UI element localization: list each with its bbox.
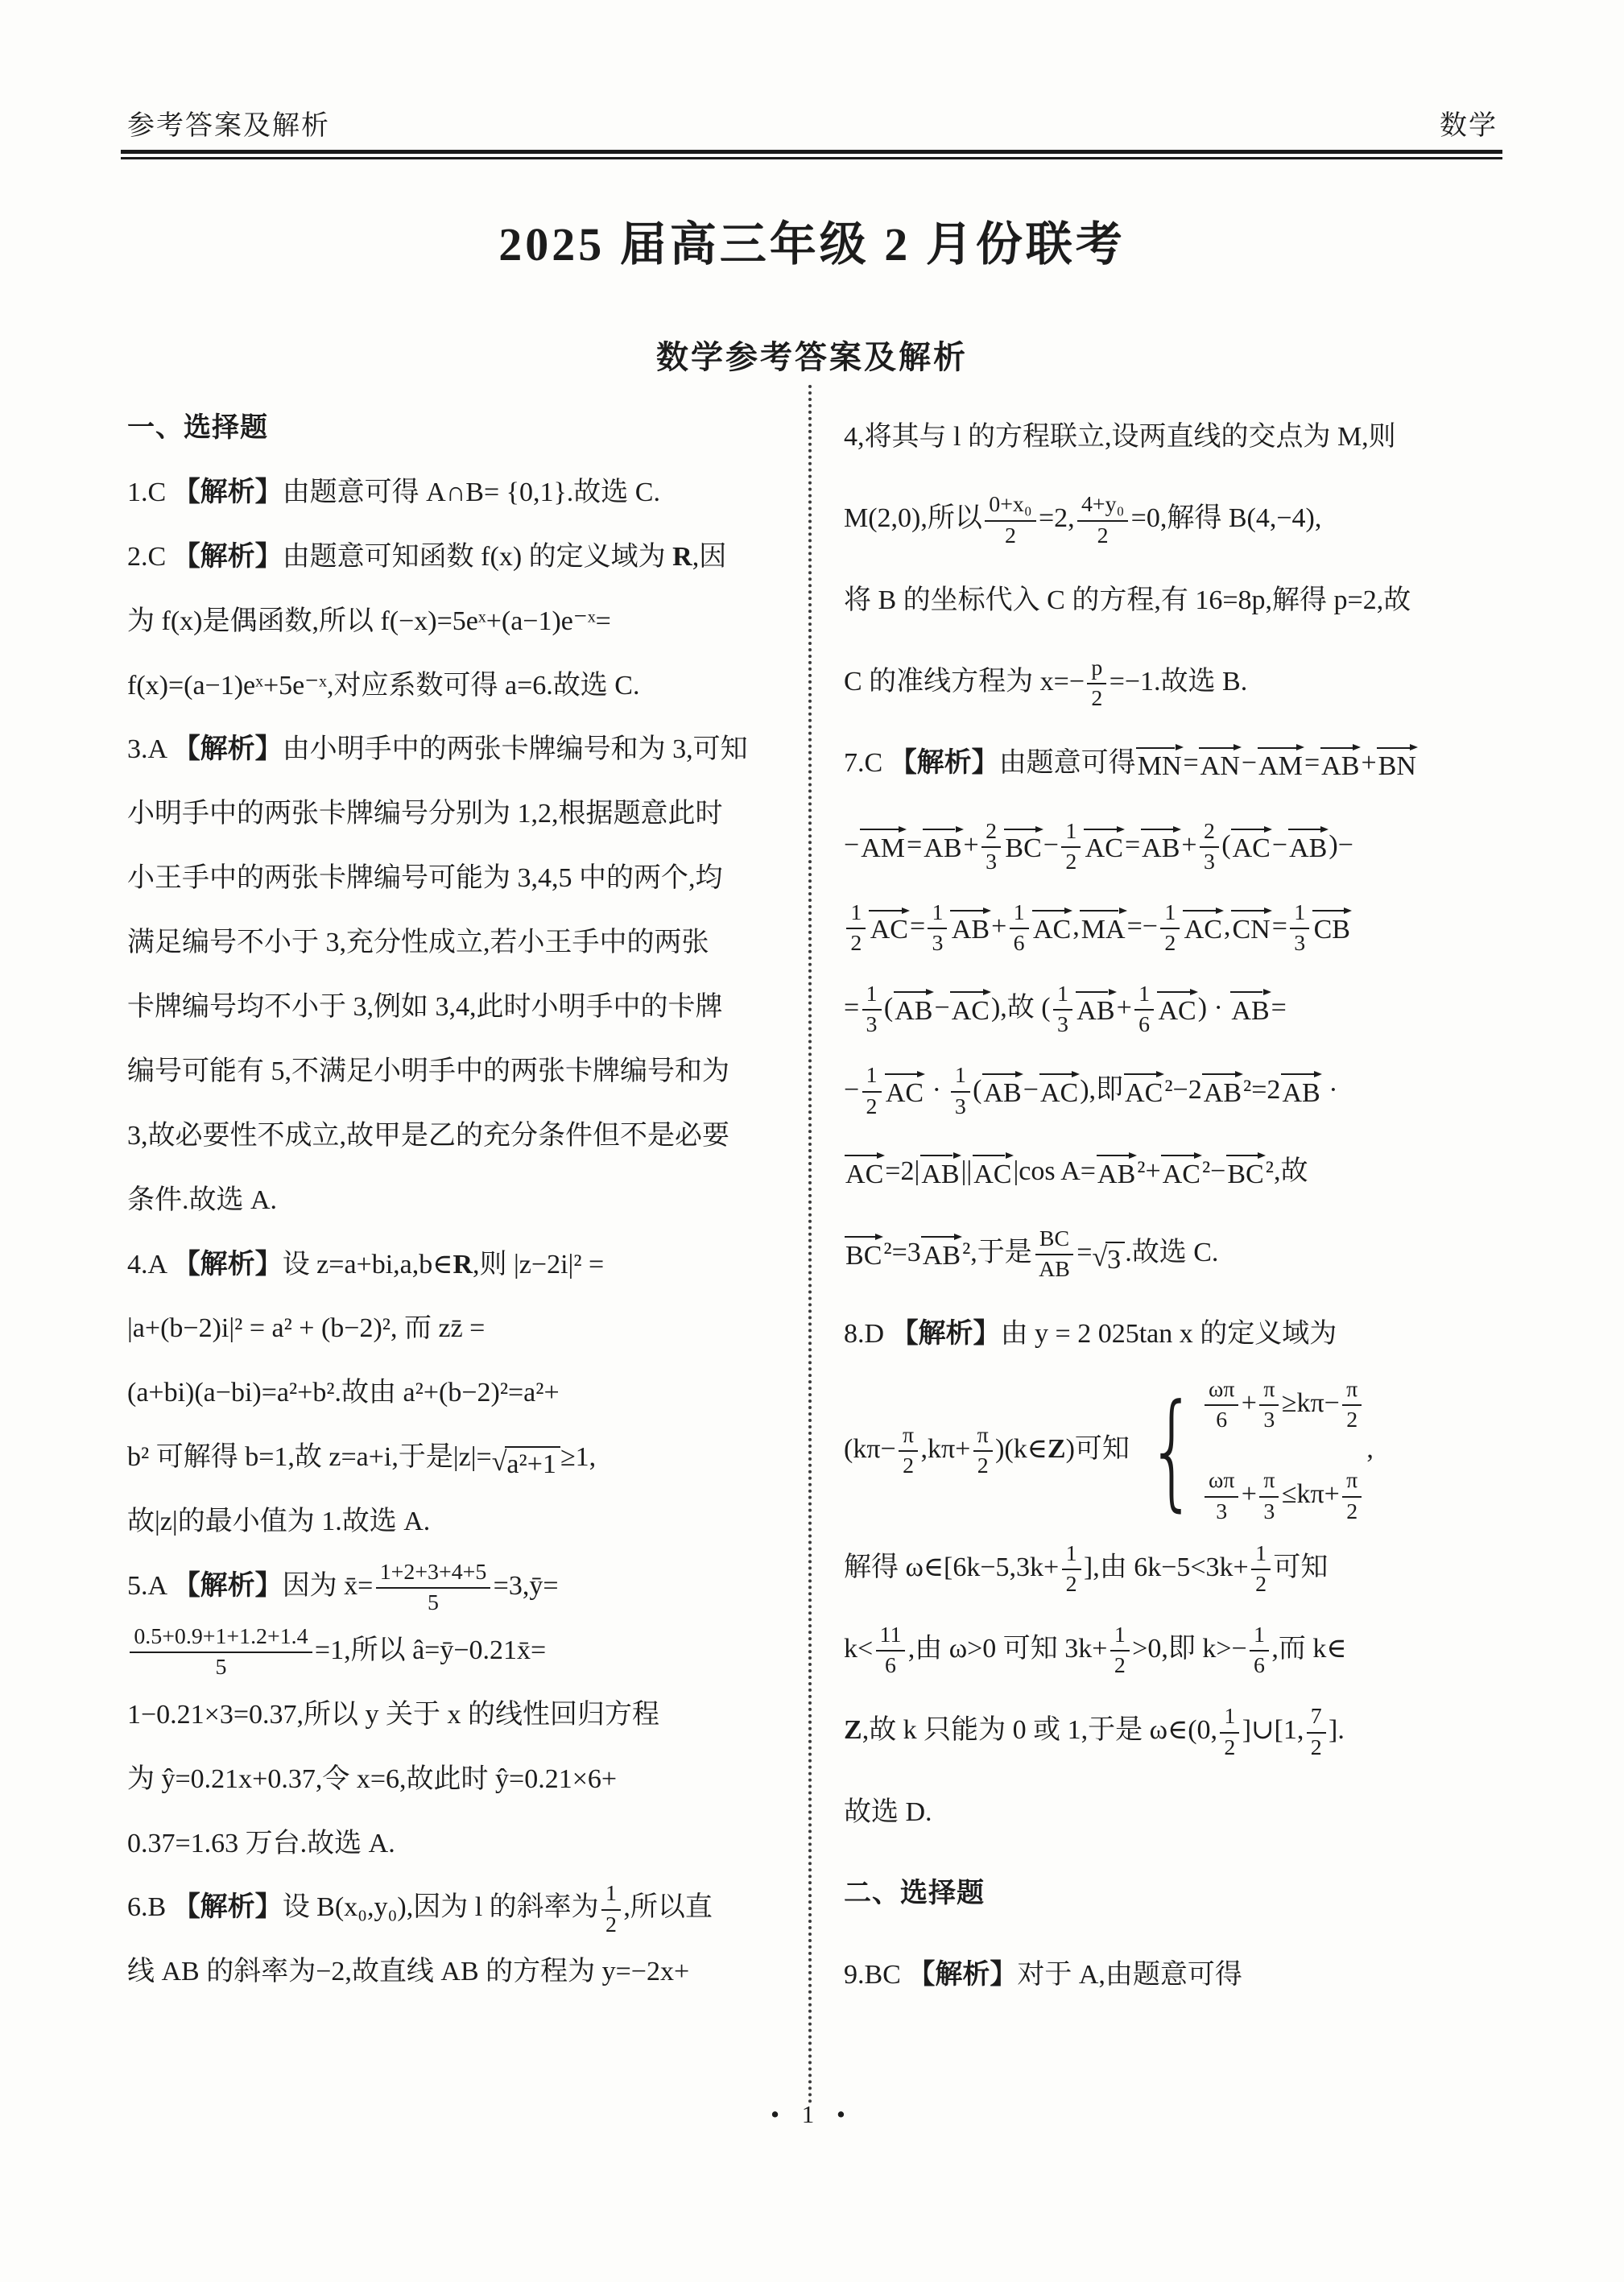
text-line: f(x)=(a−1)eˣ+5e⁻ˣ,对应系数可得 a=6.故选 C. xyxy=(127,670,640,701)
fraction: $\frac{1}{2}$ xyxy=(1062,1540,1081,1599)
vector-arrow: MA xyxy=(1080,906,1127,944)
vector-arrow: AC xyxy=(1031,906,1072,944)
text-line: |a+(b−2)i|² = a² + (b−2)², 而 zz̄ = xyxy=(127,1313,486,1344)
answer-item xyxy=(127,1875,804,2004)
text-line: 满足编号不小于 3,充分性成立,若小王手中的两张 xyxy=(127,928,709,958)
vector-arrow: AC xyxy=(1231,825,1272,862)
column-divider xyxy=(808,385,812,2105)
text-line: 故选 D. xyxy=(844,1796,932,1827)
fraction: $\frac{1}{3}$ xyxy=(1053,980,1072,1040)
text-line: 5.A 【解析】因为 x̄= $\frac{1+2+3+4+5}{5}$ =3,ȳ= xyxy=(127,1554,804,1618)
vector-arrow: AC xyxy=(1183,906,1224,944)
text-line: 为 ŷ=0.21x+0.37,令 x=6,故此时 ŷ=0.21×6+ xyxy=(127,1763,618,1794)
answer-item xyxy=(127,525,804,718)
header-right-label: 数学 xyxy=(1440,111,1498,141)
vector-arrow: BC xyxy=(1225,1151,1265,1189)
fraction: $\frac{1}{6}$ xyxy=(1250,1621,1269,1680)
answer-item xyxy=(127,1554,804,1875)
vector-arrow: AB xyxy=(950,906,991,944)
fraction: $\frac{\pi}{2}$ xyxy=(899,1421,918,1481)
fraction: $\frac{\omega\pi}{3}$ xyxy=(1205,1466,1238,1526)
text-line: − $\frac{1}{2}$ AC · $\frac{1}{3}$ (AB−AC),即AC²−2AB²=2AB · xyxy=(844,1049,1504,1131)
vector-arrow: AB xyxy=(1229,988,1271,1026)
fraction: $\frac{1}{2}$ xyxy=(1061,817,1081,877)
vector-arrow: AB xyxy=(1287,825,1329,862)
vector-arrow: AB xyxy=(1320,743,1361,781)
vector-arrow: AC xyxy=(884,1069,925,1107)
text-line: AC=2|AB||AC|cos A=AB²+AC²−BC²,故 xyxy=(844,1131,1504,1212)
section-heading xyxy=(844,1853,1504,1934)
vector-arrow: AM xyxy=(1257,743,1304,781)
fraction: $\frac{1}{2}$ xyxy=(862,1061,882,1121)
text-line: 解得 ω∈[6k−5,3k+ $\frac{1}{2}$ ],由 6k−5<3k+ $\frac{1}{2}$ 可知 xyxy=(844,1527,1504,1608)
vector-arrow: AB xyxy=(1096,1151,1137,1189)
text-line: = $\frac{1}{3}$ (AB−AC),故 ( $\frac{1}{3}$ AB+ $\frac{1}{6}$ AC) · AB= xyxy=(844,967,1504,1048)
text-line: 小明手中的两张卡牌编号分别为 1,2,根据题意此时 xyxy=(127,799,723,829)
vector-arrow: BC xyxy=(844,1233,883,1271)
text-line: 一、选择题 xyxy=(127,413,268,443)
square-root: √ 3 xyxy=(1092,1242,1125,1275)
left-column xyxy=(127,396,804,2004)
fraction: $\frac{1}{3}$ xyxy=(928,899,947,958)
text-line: 1.C 【解析】由题意可得 A∩B= {0,1}.故选 C. xyxy=(127,477,660,507)
vector-arrow: AB xyxy=(1075,988,1116,1026)
text-line: 为 f(x)是偶函数,所以 f(−x)=5eˣ+(a−1)e⁻ˣ= xyxy=(127,606,611,636)
text-line: C 的准线方程为 x=− $\frac{p}{2}$ =−1.故选 B. xyxy=(844,641,1504,722)
text-line: 3.A 【解析】由小明手中的两张卡牌编号和为 3,可知 xyxy=(127,734,748,765)
vector-arrow: AM xyxy=(859,825,907,862)
cases-brace: { $\frac{\omega\pi}{6}$ + $\frac{\pi}{3}$ ≥kπ− $\frac{\pi}{2}$ $\frac{\omega\pi}{3}$ + $\frac{\pi}{3}$ ≤kπ+ $\frac{\pi}{2}$ xyxy=(1132,1375,1365,1527)
fraction: $\frac{1}{3}$ xyxy=(862,980,882,1040)
answer-item xyxy=(844,396,1504,722)
fraction: $\frac{1}{3}$ xyxy=(1290,899,1309,958)
text-line: 8.D 【解析】由 y = 2 025tan x 的定义域为 xyxy=(844,1319,1337,1350)
fraction: $\frac{\pi}{2}$ xyxy=(973,1421,993,1481)
vector-arrow: AB xyxy=(919,1151,961,1189)
fraction: $\frac{\pi}{2}$ xyxy=(1342,1466,1362,1526)
answer-item xyxy=(844,1934,1504,2015)
answer-item xyxy=(127,1233,804,1554)
text-line: 卡牌编号均不小于 3,例如 3,4,此时小明手中的卡牌 xyxy=(127,992,723,1023)
vector-arrow: AB xyxy=(921,1233,962,1271)
header-double-rule xyxy=(121,150,1502,159)
fraction: $\frac{1}{2}$ xyxy=(1251,1540,1271,1599)
text-line: $\frac{1}{2}$ AC= $\frac{1}{3}$ AB+ $\frac{1}{6}$ AC,MA=− $\frac{1}{2}$ AC,CN= $\frac{1}{3}$ CB xyxy=(844,886,1504,967)
vector-arrow: AC xyxy=(844,1151,885,1189)
vector-arrow: AC xyxy=(950,988,991,1026)
fraction: $\frac{1}{2}$ xyxy=(1220,1702,1239,1762)
vector-arrow: AB xyxy=(981,1069,1023,1107)
text-line: 4,将其与 l 的方程联立,设两直线的交点为 M,则 xyxy=(844,422,1396,452)
text-line: (kπ− $\frac{\pi}{2}$ ,kπ+ $\frac{\pi}{2}$ )(k∈Z)可知 { $\frac{\omega\pi}{6}$ + $\frac{\pi}{3}$ ≥kπ− $\frac{\pi}{2}$ $\frac{\omega\pi}{3}$ + $\frac{\pi}{3}$ ≤kπ+ $\frac{\pi}{2}$ , xyxy=(844,1375,1504,1527)
text-line: 2.C 【解析】由题意可知函数 f(x) 的定义域为 R,因 xyxy=(127,541,727,572)
fraction: $\frac{p}{2}$ xyxy=(1087,654,1106,713)
text-line: b² 可解得 b=1,故 z=a+i,于是|z|= √ a²+1 ≥1, xyxy=(127,1442,597,1480)
fraction: $\frac{11}{6}$ xyxy=(876,1621,906,1680)
right-column xyxy=(844,396,1504,2016)
answer-item xyxy=(127,461,804,525)
vector-arrow: AC xyxy=(1156,988,1197,1026)
vector-arrow: AC xyxy=(1161,1151,1202,1189)
vector-arrow: AC xyxy=(1084,825,1125,862)
fraction: $\frac{1}{2}$ xyxy=(601,1879,621,1939)
vector-arrow: AB xyxy=(1140,825,1181,862)
vector-arrow: AN xyxy=(1199,743,1242,781)
page-number: • 1 • xyxy=(771,2100,853,2128)
vector-arrow: BN xyxy=(1377,743,1418,781)
fraction: $\frac{1}{6}$ xyxy=(1010,899,1029,958)
vector-arrow: MN xyxy=(1136,743,1184,781)
fraction: $\frac{2}{3}$ xyxy=(1200,817,1219,877)
fraction: $\frac{2}{3}$ xyxy=(981,817,1001,877)
text-line: 线 AB 的斜率为−2,故直线 AB 的方程为 y=−2x+ xyxy=(127,1957,690,1987)
page-title: 2025 届高三年级 2 月份联考 xyxy=(498,218,1126,271)
vector-arrow: AC xyxy=(1039,1069,1080,1107)
fraction: $\frac{0.5+0.9+1+1.2+1.4}{5}$ xyxy=(130,1623,312,1682)
vector-arrow: CB xyxy=(1312,906,1352,944)
fraction: $\frac{\pi}{2}$ xyxy=(1342,1375,1362,1435)
text-line: 编号可能有 5,不满足小明手中的两张卡牌编号和为 xyxy=(127,1056,729,1086)
text-line: (a+bi)(a−bi)=a²+b².故由 a²+(b−2)²=a²+ xyxy=(127,1378,560,1408)
vector-arrow: AB xyxy=(1280,1069,1321,1107)
text-line: 1−0.21×3=0.37,所以 y 关于 x 的线性回归方程 xyxy=(127,1699,660,1730)
header-left-label: 参考答案及解析 xyxy=(127,111,330,141)
vector-arrow: AB xyxy=(1202,1069,1243,1107)
text-line: 7.C 【解析】由题意可得MN=AN−AM=AB+BN xyxy=(844,722,1504,804)
text-line: $\frac{0.5+0.9+1+1.2+1.4}{5}$ =1,所以 â=ȳ−0.21x̄= xyxy=(127,1618,804,1683)
text-line: −AM=AB+ $\frac{2}{3}$ BC− $\frac{1}{2}$ AC=AB+ $\frac{2}{3}$ (AC−AB)− xyxy=(844,804,1504,886)
fraction: $\frac{1}{2}$ xyxy=(1160,899,1180,958)
square-root: √ a²+1 xyxy=(492,1446,560,1480)
text-line: 二、选择题 xyxy=(844,1879,985,1909)
vector-arrow: BC xyxy=(1003,825,1043,862)
answer-item xyxy=(844,1293,1504,1853)
fraction: $\frac{1}{6}$ xyxy=(1134,980,1154,1040)
page-header xyxy=(127,103,1498,143)
fraction: $\frac{1+2+3+4+5}{5}$ xyxy=(376,1558,491,1618)
vector-arrow: AB xyxy=(922,825,963,862)
vector-arrow: CN xyxy=(1230,906,1271,944)
fraction: $\frac{\pi}{3}$ xyxy=(1259,1466,1279,1526)
text-line: BC²=3AB²,于是 $\frac{BC}{AB}$ = √ 3 .故选 C. xyxy=(844,1212,1504,1293)
answer-item xyxy=(127,717,804,1232)
text-line: 小王手中的两张卡牌编号可能为 3,4,5 中的两个,均 xyxy=(127,863,723,894)
vector-arrow: AC xyxy=(869,906,910,944)
fraction: $\frac{\text{4+y₀}}{2}$ xyxy=(1077,490,1128,550)
section-heading xyxy=(127,396,804,461)
fraction: $\frac{1}{2}$ xyxy=(846,899,866,958)
fraction: $\frac{7}{2}$ xyxy=(1307,1702,1326,1762)
text-line: 将 B 的坐标代入 C 的方程,有 16=8p,解得 p=2,故 xyxy=(844,585,1411,615)
vector-arrow: AB xyxy=(893,988,934,1026)
text-line: 3,故必要性不成立,故甲是乙的充分条件但不是必要 xyxy=(127,1120,729,1151)
text-line: 0.37=1.63 万台.故选 A. xyxy=(127,1828,395,1858)
text-line: 9.BC 【解析】对于 A,由题意可得 xyxy=(844,1960,1242,1991)
fraction: $\frac{\omega\pi}{6}$ xyxy=(1205,1375,1238,1435)
text-line: 6.B 【解析】设 B(x₀,y₀),因为 l 的斜率为 $\frac{1}{2}$ ,所以直 xyxy=(127,1875,804,1940)
text-line: k< $\frac{11}{6}$ ,由 ω>0 可知 3k+ $\frac{1}{2}$ >0,即 k>− $\frac{1}{6}$ ,而 k∈ xyxy=(844,1608,1504,1689)
fraction: $\frac{1}{2}$ xyxy=(1110,1621,1130,1680)
vector-arrow: AC xyxy=(972,1151,1013,1189)
text-line: Z,故 k 只能为 0 或 1,于是 ω∈(0, $\frac{1}{2}$ ]∪[1, $\frac{7}{2}$ ]. xyxy=(844,1689,1504,1771)
fraction: $\frac{1}{3}$ xyxy=(951,1061,970,1121)
text-line: M(2,0),所以 $\frac{\text{0+x₀}}{2}$ =2, $\frac{\text{4+y₀}}{2}$ =0,解得 B(4,−4), xyxy=(844,477,1504,559)
fraction: $\frac{BC}{AB}$ xyxy=(1035,1225,1074,1284)
text-line: 4.A 【解析】设 z=a+bi,a,b∈R,则 |z−2i|² = xyxy=(127,1249,605,1279)
text-line: 条件.故选 A. xyxy=(127,1184,278,1215)
answer-item xyxy=(844,722,1504,1293)
page-subtitle: 数学参考答案及解析 xyxy=(656,339,968,375)
text-line: 故|z|的最小值为 1.故选 A. xyxy=(127,1507,431,1537)
fraction: $\frac{\text{0+x₀}}{2}$ xyxy=(985,490,1035,550)
fraction: $\frac{\pi}{3}$ xyxy=(1259,1375,1279,1435)
vector-arrow: AC xyxy=(1123,1069,1164,1107)
